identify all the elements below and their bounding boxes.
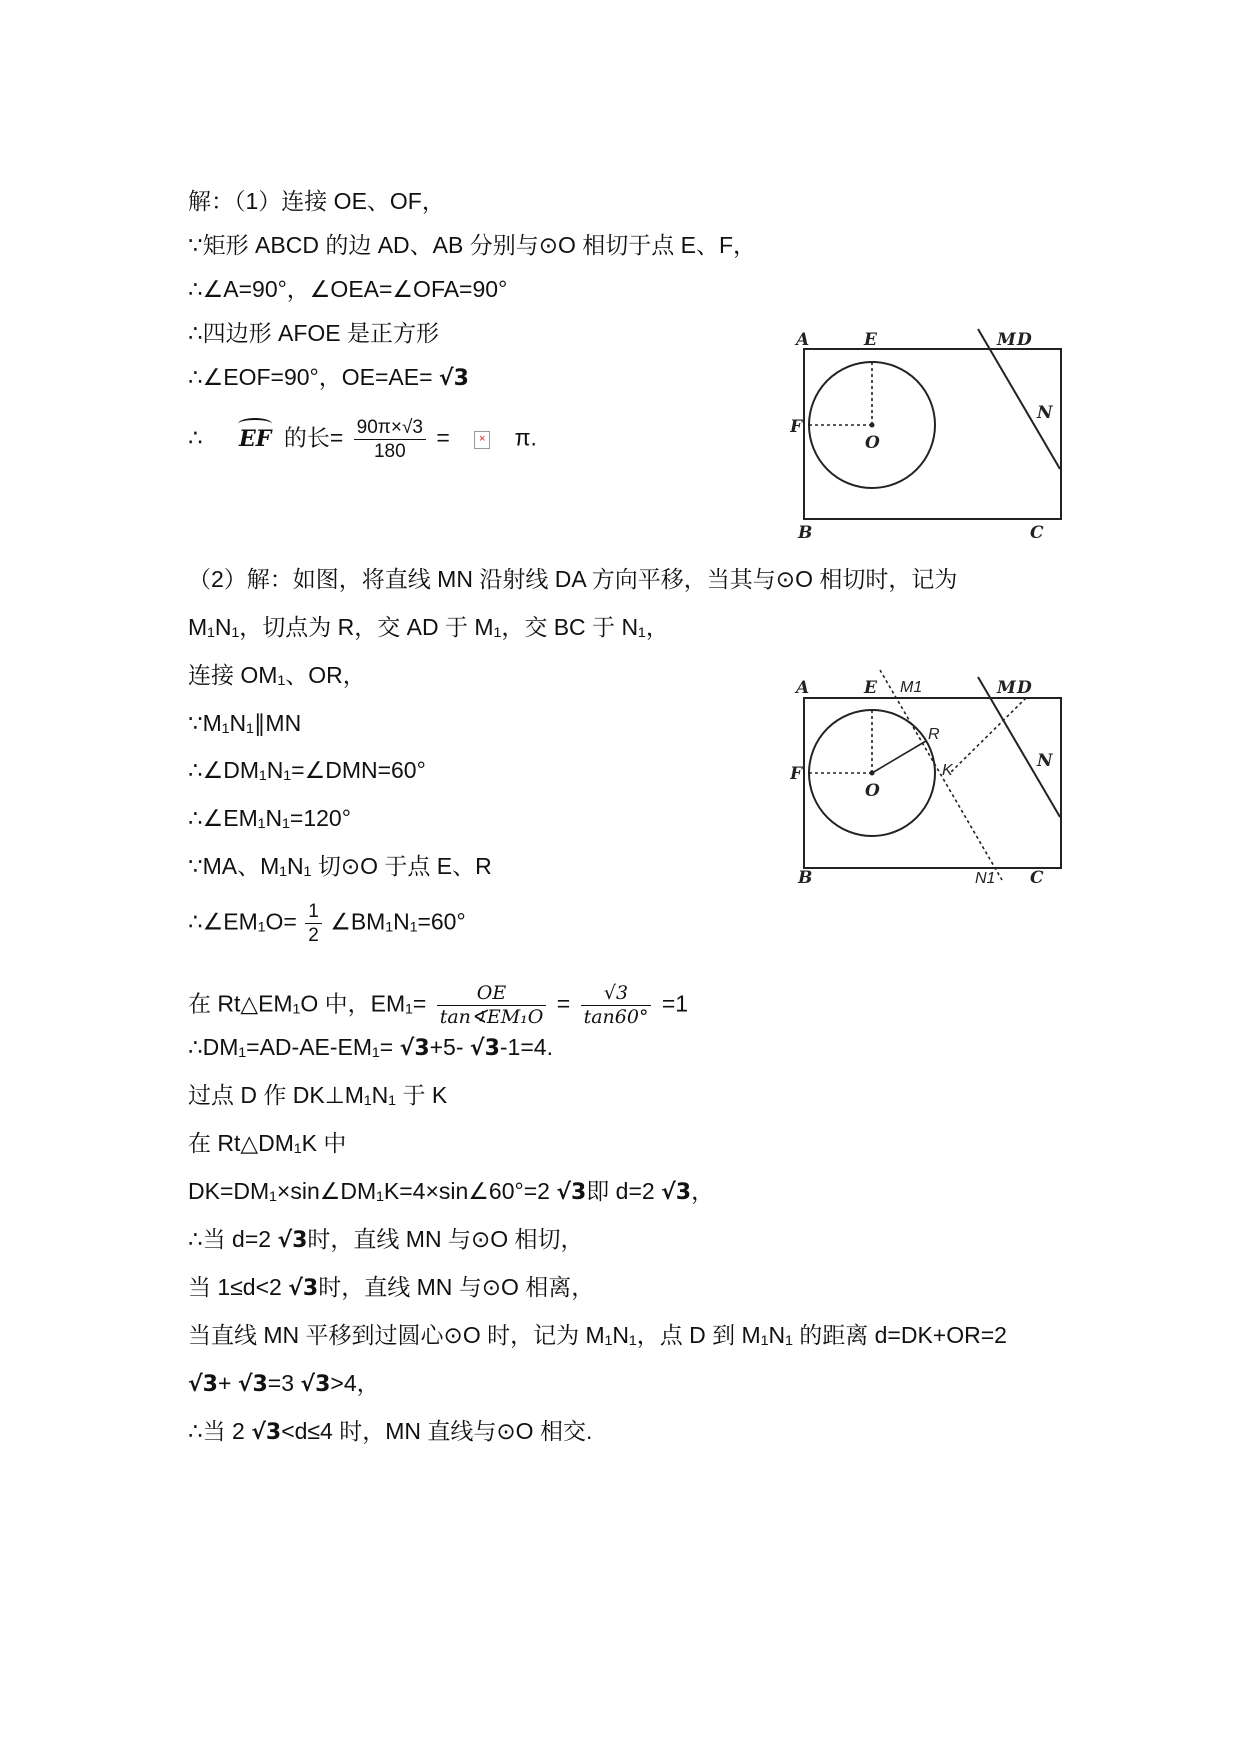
figure-2-translated-line — [790, 665, 1080, 885]
text-greater-four: >4， — [330, 1370, 380, 1396]
line-separate-case — [188, 1272, 594, 1304]
sqrt3: √3 — [469, 1036, 500, 1061]
line-intersect-case — [188, 1416, 592, 1448]
text-equals-one: =1 — [661, 990, 689, 1017]
segment-dk — [951, 698, 1026, 772]
label-a: A — [796, 330, 810, 350]
fraction-denominator: 2 — [305, 923, 322, 945]
line-angle-em1n1: ∴∠EM₁N₁=120° — [188, 805, 351, 831]
sqrt3: √3 — [661, 1180, 692, 1205]
sqrt3: √3 — [399, 1036, 430, 1061]
label-k: K — [942, 762, 953, 779]
line-tangent-case — [188, 1224, 584, 1256]
line-angle-dm1n1: ∴∠DM₁N₁=∠DMN=60° — [188, 757, 426, 783]
line-tangent-point: M₁N₁，切点为 R，交 AD 于 M₁，交 BC 于 N₁， — [188, 614, 669, 640]
line-through-center: 当直线 MN 平移到过圆心⊙O 时，记为 M₁N₁，点 D 到 M₁N₁ 的距离 d=DK+OR=2 — [188, 1322, 1007, 1348]
sqrt3: √3 — [188, 1372, 218, 1397]
line-em1-calc — [188, 984, 688, 1027]
text-dk: DK=DM₁×sin∠DM₁K=4×sin∠60°=2 — [188, 1178, 550, 1204]
text-plus: + — [217, 1370, 232, 1396]
equals-sign: = — [556, 990, 571, 1017]
text-bm1n1: ∠BM₁N₁=60° — [330, 908, 466, 935]
fraction-half — [305, 902, 322, 945]
rectangle-abcd — [804, 698, 1061, 868]
equals-sign: = — [436, 424, 450, 451]
label-o: O — [865, 433, 880, 453]
text-eof: ∴∠EOF=90°，OE=AE= — [188, 364, 433, 390]
figure-1-rectangle-circle — [790, 322, 1080, 542]
line-dm1-calc — [188, 1032, 553, 1064]
text-range: 当 1≤d<2 — [188, 1274, 282, 1300]
label-m: M — [997, 330, 1016, 350]
label-m: M — [997, 678, 1016, 698]
label-c: C — [1030, 868, 1044, 885]
label-r: R — [928, 726, 940, 743]
text-comma: ， — [691, 1178, 715, 1204]
line-half-angle — [188, 902, 466, 945]
label-c: C — [1030, 523, 1044, 542]
fraction-numerator: √3 — [603, 982, 629, 1004]
line-arc-length — [188, 418, 537, 461]
sqrt3: √3 — [556, 1180, 587, 1205]
text-em1o: ∴∠EM₁O= — [188, 908, 297, 935]
fraction-sqrt3-over-tan60 — [581, 984, 652, 1027]
text-minus-one: -1=4. — [499, 1034, 553, 1060]
sqrt3: √3 — [438, 366, 469, 391]
line-solution-start: 解：（1）连接 OE、OF， — [188, 188, 445, 214]
fraction-numerator: 90π×√3 — [356, 417, 423, 438]
label-f: F — [790, 417, 803, 437]
fraction-arc-length — [354, 418, 426, 461]
line-connect: 连接 OM₁、OR， — [188, 662, 366, 688]
fraction-numerator: 1 — [308, 901, 319, 922]
text-tangent: 时，直线 MN 与⊙O 相切， — [307, 1226, 584, 1252]
line-dk-calc — [188, 1176, 714, 1208]
sqrt3: √3 — [277, 1228, 308, 1253]
text-separate: 时，直线 MN 与⊙O 相离， — [318, 1274, 595, 1300]
text-when-two: ∴当 2 — [188, 1418, 245, 1444]
label-n: N — [1037, 751, 1053, 771]
text-plus-five: +5- — [429, 1034, 464, 1060]
segment-or — [872, 741, 926, 773]
text-pi: π. — [514, 424, 537, 451]
text-intersect: <d≤4 时，MN 直线与⊙O 相交. — [281, 1418, 593, 1444]
label-n1: N1 — [975, 870, 996, 885]
text-equals-three: =3 — [267, 1370, 295, 1396]
broken-image-icon: × — [474, 431, 490, 449]
sqrt3: √3 — [300, 1372, 331, 1397]
line-square: ∴四边形 AFOE 是正方形 — [188, 320, 440, 346]
label-a: A — [796, 678, 810, 698]
label-e: E — [864, 330, 877, 350]
fraction-denominator: 180 — [354, 439, 426, 461]
line-right-angles: ∴∠A=90°，∠OEA=∠OFA=90° — [188, 276, 508, 302]
line-parallel: ∵M₁N₁∥MN — [188, 710, 302, 736]
line-m1n1 — [880, 670, 1002, 880]
therefore-symbol: ∴ — [188, 424, 203, 451]
sqrt3: √3 — [237, 1372, 268, 1397]
fraction-oe-over-tan — [437, 984, 547, 1027]
label-m1: M1 — [900, 679, 923, 696]
label-e: E — [864, 678, 877, 698]
fraction-denominator: tan60° — [581, 1005, 652, 1027]
line-perpendicular: 过点 D 作 DK⊥M₁N₁ 于 K — [188, 1082, 448, 1108]
point-o — [870, 423, 875, 428]
text-dm1: ∴DM₁=AD-AE-EM₁= — [188, 1034, 394, 1060]
fraction-denominator: tan∢EM₁O — [437, 1005, 547, 1027]
arc-ef-label: EF — [239, 420, 271, 454]
text-when-d: ∴当 d=2 — [188, 1226, 272, 1252]
line-rectangle-tangent: ∵矩形 ABCD 的边 AD、AB 分别与⊙O 相切于点 E、F， — [188, 232, 757, 258]
label-b: B — [798, 868, 813, 885]
sqrt3: √3 — [288, 1276, 319, 1301]
label-n: N — [1037, 403, 1053, 423]
label-o: O — [865, 781, 880, 801]
fraction-numerator: OE — [476, 982, 507, 1004]
rectangle-abcd — [804, 349, 1061, 519]
line-part2-intro: （2）解：如图，将直线 MN 沿射线 DA 方向平移，当其与⊙O 相切时，记为 — [188, 566, 958, 592]
label-b: B — [798, 523, 813, 542]
label-f: F — [790, 764, 803, 784]
sqrt3: √3 — [251, 1420, 282, 1445]
line-eof — [188, 362, 469, 394]
line-tangents: ∵MA、M₁N₁ 切⊙O 于点 E、R — [188, 853, 492, 879]
label-d: D — [1017, 678, 1032, 698]
point-o — [870, 771, 875, 776]
text-em1: 在 Rt△EM₁O 中，EM₁= — [188, 990, 427, 1017]
label-d: D — [1017, 330, 1032, 350]
line-distance-sum — [188, 1368, 380, 1400]
text-d-equals: 即 d=2 — [586, 1178, 655, 1204]
line-triangle-dm1k: 在 Rt△DM₁K 中 — [188, 1130, 347, 1156]
text-length-of: 的长= — [283, 424, 344, 451]
